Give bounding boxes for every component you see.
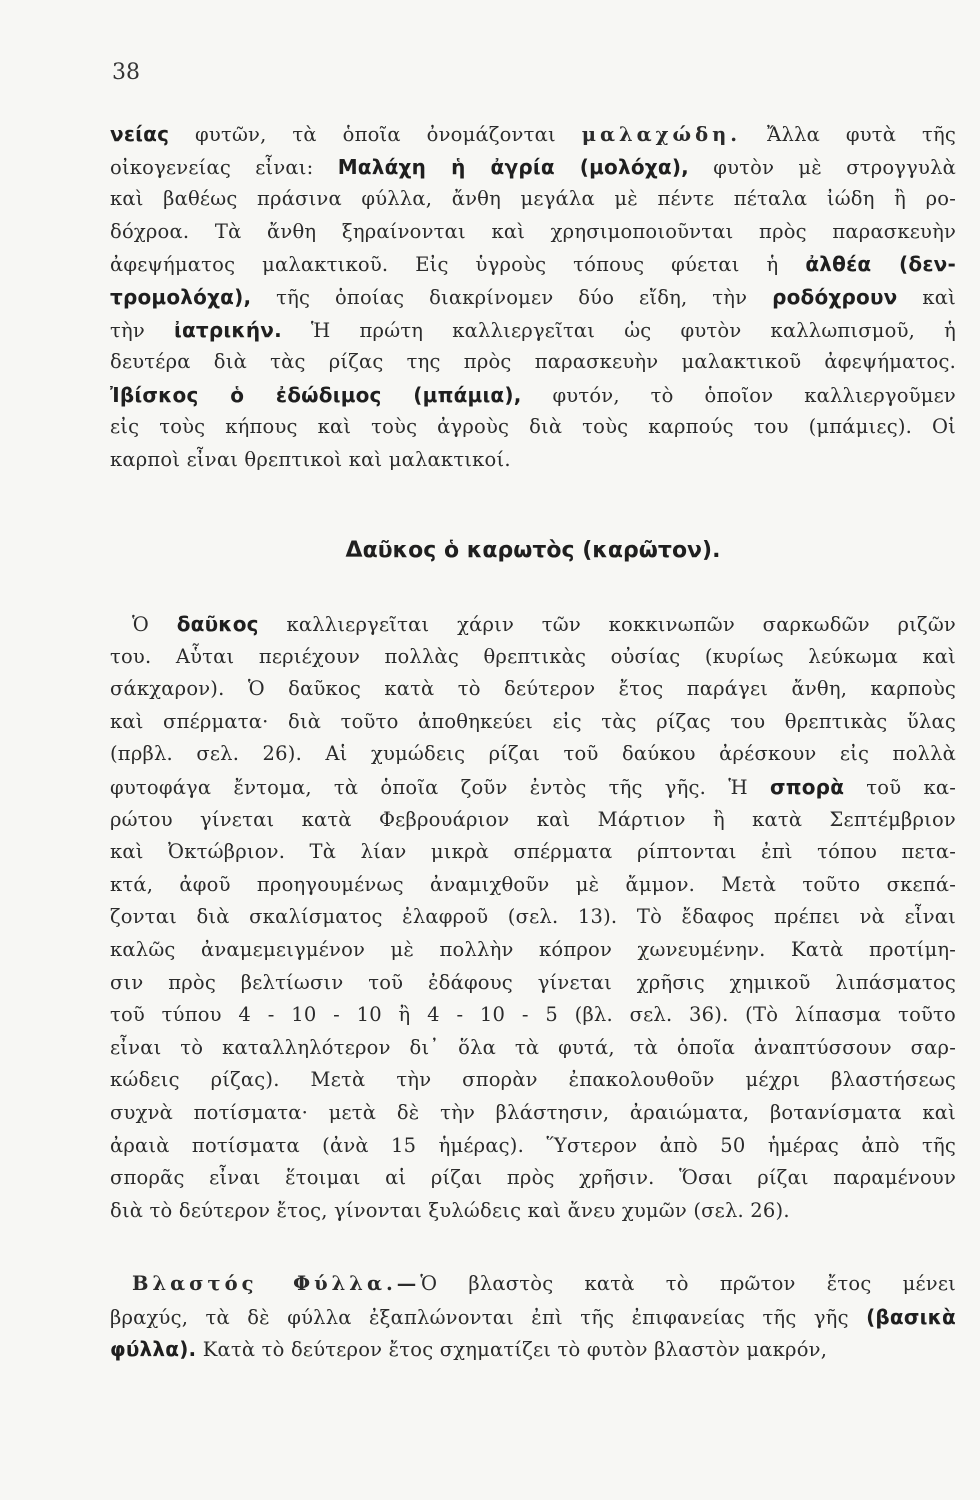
text-run: Ὁ βλαστὸς κατὰ τὸ πρῶτον ἔτος μένει <box>420 1272 957 1295</box>
text-run: δευτέρα διὰ τὰς ρίζας της πρὸς παρασκευὴν μαλακτικοῦ ἀφεψήματος. <box>110 350 956 374</box>
text-line <box>110 1032 956 1065</box>
text-run: ἀλθέα (δεν- <box>805 252 956 277</box>
text-line <box>110 1097 956 1130</box>
text-line <box>110 314 956 347</box>
text-run: βραχύς, τὰ δὲ φύλλα ἐξαπλώνονται ἐπὶ τῆς ἐπιφανείας τῆς γῆς <box>110 1305 867 1329</box>
text-run: (βασικὰ <box>866 1304 956 1329</box>
text-run: σπορᾶς εἶναι ἕτοιμαι αἱ ρίζαι πρὸς χρῆσιν. Ὅσαι ρίζαι παραμένουν <box>110 1166 956 1190</box>
text-run: καὶ βαθέως πράσινα φύλλα, ἄνθη μεγάλα μὲ πέντε πέταλα ἰώδη ἢ ρο- <box>110 187 956 211</box>
text-line <box>110 934 956 967</box>
text-run: τοῦ τύπου 4 - 10 - 10 ἢ 4 - 10 - 5 (βλ. σελ. 36). (Τὸ λίπασμα τοῦτο <box>110 1003 956 1027</box>
text-run: σπορὰ <box>769 774 845 799</box>
text-run: Κατὰ τὸ δεύτερον ἔτος σχηματίζει τὸ φυτὸν βλαστὸν μακρόν, <box>196 1338 828 1362</box>
text-run: νείας <box>110 122 170 146</box>
text-run: φυτῶν, τὰ ὁποῖα ὀνομάζονται <box>169 123 582 146</box>
text-run: Βλαστός Φύλλα.— <box>132 1272 421 1295</box>
text-run: φυτόν, τὸ ὁποῖον καλλιεργοῦμεν <box>521 383 956 407</box>
text-run: σιν πρὸς βελτίωσιν τοῦ ἐδάφους γίνεται χρῆσις χημικοῦ λιπάσματος <box>110 970 956 994</box>
text-run: ζονται διὰ σκαλίσματος ἐλαφροῦ (σελ. 13). Τὸ ἔδαφος πρέπει νὰ εἶναι <box>110 905 956 929</box>
text-line <box>110 183 956 216</box>
text-line <box>110 1064 956 1097</box>
text-run: εἰς τοὺς κήπους καὶ τοὺς ἀγροὺς διὰ τοὺς καρπούς του (μπάμιες). Οἱ <box>110 415 956 439</box>
text-run: του. Αὗται περιέχουν πολλὰς θρεπτικὰς οὐσίας (κυρίως λεύκωμα καὶ <box>110 644 956 668</box>
text-line <box>110 771 956 804</box>
paragraph-malvaceae <box>110 118 956 477</box>
text-run: τὴν <box>110 318 174 342</box>
text-run: καὶ <box>897 285 956 309</box>
text-line <box>110 1268 956 1301</box>
paragraph-stem-leaves <box>110 1268 956 1366</box>
text-line <box>110 641 956 674</box>
text-line <box>110 738 956 771</box>
text-run: τρομολόχα), <box>110 284 252 309</box>
text-line <box>110 901 956 934</box>
text-run: καλῶς ἀναμεμειγμένον μὲ πολλὴν κόπρον χωνευμένην. Κατὰ προτίμη- <box>110 937 956 961</box>
text-run: Ὁ <box>132 613 177 636</box>
text-run: ροδόχρουν <box>772 284 898 309</box>
text-run: (πρβλ. σελ. 26). Αἱ χυμώδεις ρίζαι τοῦ δαύκου ἀρέσκουν εἰς πολλὰ <box>110 742 956 766</box>
text-run: ἀφεψήματος μαλακτικοῦ. Εἰς ὑγροὺς τόπους φύεται ἡ <box>110 253 806 277</box>
text-run: καλλιεργεῖται χάριν τῶν κοκκινωπῶν σαρκωδῶν ριζῶν <box>258 613 956 636</box>
text-line <box>110 248 956 281</box>
text-line <box>110 151 956 184</box>
text-run: τοῦ κα- <box>844 775 957 799</box>
text-line <box>110 608 956 641</box>
text-run: ἰατρικήν. <box>174 317 282 342</box>
text-run: φυτὸν μὲ στρογγυλὰ <box>688 155 956 179</box>
text-line <box>110 967 956 1000</box>
text-run: δόχροα. Τὰ ἄνθη ξηραίνονται καὶ χρησιμοποιοῦνται πρὸς παρασκευὴν <box>110 219 956 243</box>
text-run: καὶ Ὀκτώβριον. Τὰ λίαν μικρὰ σπέρματα ρίπτονται ἐπὶ τόπου πετα- <box>110 840 956 864</box>
text-line <box>110 1130 956 1163</box>
page-number: 38 <box>112 60 140 85</box>
text-run: ρώτου γίνεται κατὰ Φεβρουάριον καὶ Μάρτιον ἢ κατὰ Σεπτέμβριον <box>110 807 956 831</box>
text-run: σάκχαρον). Ὁ δαῦκος κατὰ τὸ δεύτερον ἔτος παράγει ἄνθη, καρποὺς <box>110 677 956 701</box>
text-run: τῆς ὁποίας διακρίνομεν δύο εἴδη, τὴν <box>251 285 773 309</box>
text-run: μαλαχώδη. <box>581 123 742 146</box>
text-run: κτά, ἀφοῦ προηγουμένως ἀναμιχθοῦν μὲ ἄμμον. Μετὰ τοῦτο σκεπά- <box>110 872 956 896</box>
text-line <box>110 379 956 412</box>
text-line <box>110 444 956 477</box>
text-run: φύλλα). <box>110 1337 197 1362</box>
text-line <box>110 1195 956 1228</box>
text-line <box>110 999 956 1032</box>
text-line <box>110 1162 956 1195</box>
text-line <box>110 281 956 314</box>
text-line <box>110 216 956 249</box>
text-line <box>110 346 956 379</box>
section-heading-carrot: Δαῦκος ὁ καρωτὸς (καρῶτον). <box>345 538 721 563</box>
text-run: Ἡ πρώτη καλλιεργεῖται ὡς φυτὸν καλλωπισμοῦ, ἡ <box>281 318 956 342</box>
text-run: εἶναι τὸ καταλληλότερον δι᾽ ὅλα τὰ φυτά, τὰ ὁποῖα ἀναπτύσσουν σαρ- <box>110 1035 956 1059</box>
text-line <box>110 1301 956 1334</box>
paragraph-carrot <box>110 608 956 1227</box>
text-line <box>110 706 956 739</box>
text-run: κώδεις ρίζας). Μετὰ τὴν σπορὰν ἐπακολουθοῦν μέχρι βλαστήσεως <box>110 1068 956 1092</box>
text-run: καρποὶ εἶναι θρεπτικοὶ καὶ μαλακτικοί. <box>110 447 511 471</box>
text-line <box>110 804 956 837</box>
text-line <box>110 869 956 902</box>
text-run: διὰ τὸ δεύτερον ἔτος, γίνονται ξυλώδεις καὶ ἄνευ χυμῶν (σελ. 26). <box>110 1198 790 1222</box>
text-line <box>110 118 956 151</box>
text-run: ἀραιὰ ποτίσματα (ἀνὰ 15 ἡμέρας). Ὕστερον ἀπὸ 50 ἡμέρας ἀπὸ τῆς <box>110 1133 956 1157</box>
text-line <box>110 1333 956 1366</box>
text-run: καὶ σπέρματα· διὰ τοῦτο ἀποθηκεύει εἰς τὰς ρίζας του θρεπτικὰς ὕλας <box>110 709 956 733</box>
text-run: δαῦκος <box>176 612 259 636</box>
text-run: Ἄλλα φυτὰ τῆς <box>741 123 956 146</box>
text-line <box>110 673 956 706</box>
text-run: συχνὰ ποτίσματα· μετὰ δὲ τὴν βλάστησιν, ἀραιώματα, βοτανίσματα καὶ <box>110 1100 956 1124</box>
text-run: Ἰβίσκος ὁ ἐδώδιμος (μπάμια), <box>110 382 522 407</box>
text-line <box>110 836 956 869</box>
text-line <box>110 411 956 444</box>
text-run: φυτοφάγα ἔντομα, τὰ ὁποῖα ζοῦν ἐντὸς τῆς γῆς. Ἡ <box>110 775 770 799</box>
text-run: οἰκογενείας εἶναι: <box>110 155 338 179</box>
text-run: Μαλάχη ἡ ἀγρία (μολόχα), <box>337 154 689 179</box>
